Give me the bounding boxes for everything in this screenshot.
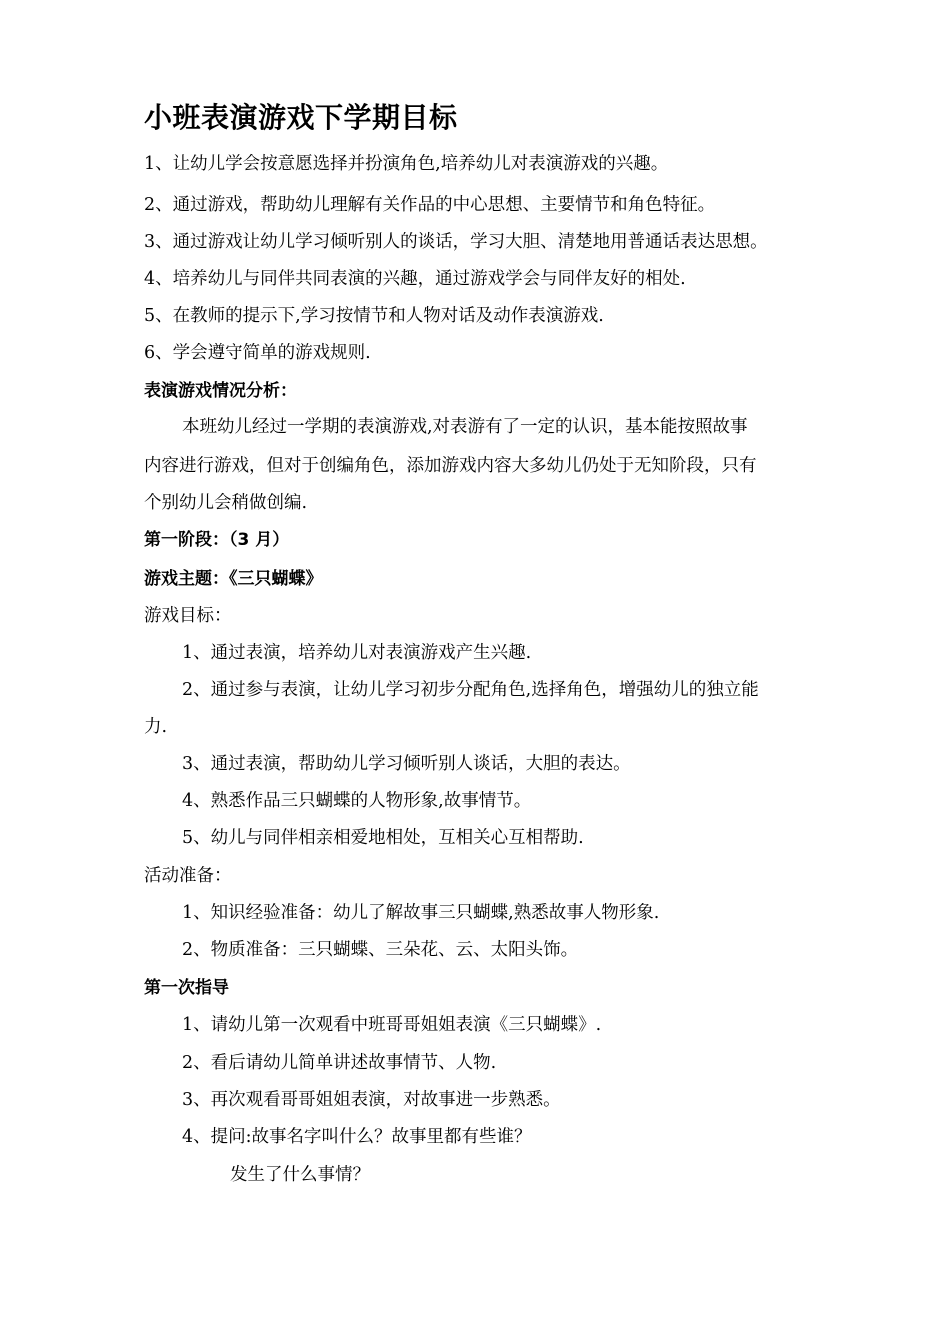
game-goal-item: 4、熟悉作品三只蝴蝶的人物形象,故事情节。	[182, 791, 532, 811]
prep-item: 1、知识经验准备：幼儿了解故事三只蝴蝶,熟悉故事人物形象.	[182, 903, 660, 923]
analysis-heading: 表演游戏情况分析：	[144, 381, 297, 401]
prep-label: 活动准备：	[144, 866, 232, 886]
game-goal-item: 1、通过表演，培养幼儿对表演游戏产生兴趣.	[182, 643, 532, 663]
goal-item: 6、学会遵守简单的游戏规则.	[144, 343, 371, 363]
goal-item: 2、通过游戏，帮助幼儿理解有关作品的中心思想、主要情节和角色特征。	[144, 195, 716, 215]
game-goals-label: 游戏目标：	[144, 606, 232, 626]
analysis-paragraph-line: 内容进行游戏，但对于创编角色，添加游戏内容大多幼儿仍处于无知阶段，只有	[144, 456, 757, 476]
analysis-paragraph-line: 个别幼儿会稍做创编.	[144, 493, 308, 513]
game-goal-item: 3、通过表演，帮助幼儿学习倾听别人谈话，大胆的表达。	[182, 754, 631, 774]
guide-heading: 第一次指导	[144, 978, 229, 998]
stage-heading: 第一阶段：（3 月）	[144, 530, 290, 550]
goal-item: 4、培养幼儿与同伴共同表演的兴趣，通过游戏学会与同伴友好的相处.	[144, 269, 686, 289]
theme-heading: 游戏主题：《三只蝴蝶》	[144, 569, 323, 589]
guide-item: 4、提问:故事名字叫什么？故事里都有些谁？	[182, 1127, 532, 1147]
guide-item: 1、请幼儿第一次观看中班哥哥姐姐表演《三只蝴蝶》.	[182, 1015, 602, 1035]
guide-item: 2、看后请幼儿简单讲述故事情节、人物.	[182, 1053, 497, 1073]
game-goal-item: 力.	[144, 717, 168, 737]
analysis-paragraph-line: 本班幼儿经过一学期的表演游戏,对表游有了一定的认识，基本能按照故事	[182, 417, 748, 437]
guide-item: 发生了什么事情？	[230, 1165, 370, 1185]
game-goal-item: 5、幼儿与同伴相亲相爱地相处，互相关心互相帮助.	[182, 828, 584, 848]
guide-item: 3、再次观看哥哥姐姐表演，对故事进一步熟悉。	[182, 1090, 561, 1110]
page-title: 小班表演游戏下学期目标	[144, 101, 458, 134]
goal-item: 3、通过游戏让幼儿学习倾听别人的谈话，学习大胆、清楚地用普通话表达思想。	[144, 232, 768, 252]
prep-item: 2、物质准备：三只蝴蝶、三朵花、云、太阳头饰。	[182, 940, 579, 960]
goal-item: 1、让幼儿学会按意愿选择并扮演角色,培养幼儿对表演游戏的兴趣。	[144, 154, 669, 174]
game-goal-item: 2、通过参与表演，让幼儿学习初步分配角色,选择角色，增强幼儿的独立能	[182, 680, 759, 700]
goal-item: 5、在教师的提示下,学习按情节和人物对话及动作表演游戏.	[144, 306, 604, 326]
